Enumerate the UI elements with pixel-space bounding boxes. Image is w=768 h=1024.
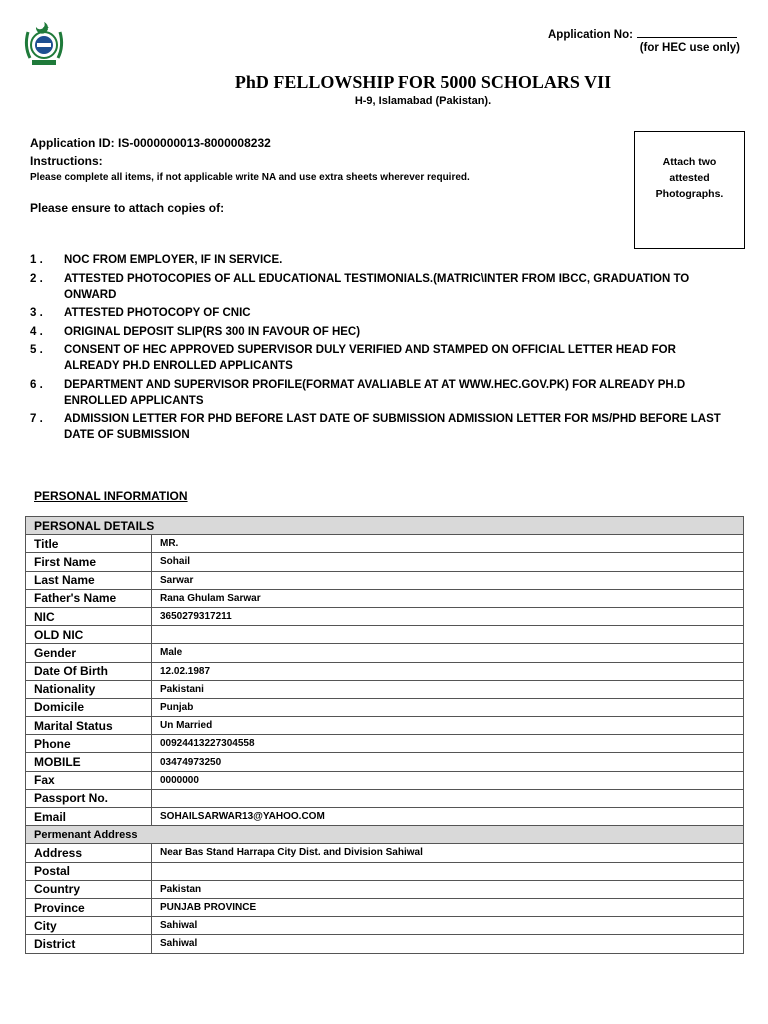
field-value [152, 626, 744, 644]
requirement-item [30, 377, 730, 409]
requirement-text: ATTESTED PHOTOCOPY OF CNIC [64, 307, 251, 319]
table-row [26, 717, 744, 735]
field-label: First Name [26, 553, 152, 571]
field-label: Email [26, 808, 152, 826]
requirement-number: 1 . [30, 254, 43, 266]
requirement-text: DEPARTMENT AND SUPERVISOR PROFILE(FORMAT AVALIABLE AT AT WWW.HEC.GOV.PK) FOR ALREADY PH.D ENROLLED APPLICANTS [64, 378, 686, 407]
application-no-blank [637, 27, 737, 38]
field-label: Address [26, 844, 152, 862]
application-no-label: Application No: [548, 29, 633, 41]
application-id: Application ID: IS-0000000013-8000008232 [30, 136, 271, 150]
requirement-number: 7 . [30, 413, 43, 425]
table-row [26, 662, 744, 680]
table-row [26, 880, 744, 898]
field-label: Gender [26, 644, 152, 662]
hec-logo [22, 18, 66, 68]
personal-information-heading: PERSONAL INFORMATION [34, 489, 188, 503]
requirement-number: 4 . [30, 325, 43, 338]
requirement-text: ATTESTED PHOTOCOPIES OF ALL EDUCATIONAL TESTIMONIALS.(MATRIC\INTER FROM IBCC, GRADUATION TO ONWARD [64, 272, 690, 301]
table-row [26, 789, 744, 807]
instructions-heading: Instructions: [30, 154, 103, 168]
table-row [26, 607, 744, 625]
field-value: 3650279317211 [152, 607, 744, 625]
field-value: Male [152, 644, 744, 662]
field-label: Country [26, 880, 152, 898]
field-label: OLD NIC [26, 626, 152, 644]
requirement-item [30, 271, 730, 303]
field-value: Sahiwal [152, 935, 744, 953]
requirements-list [30, 252, 730, 446]
photo-box-line: Attach two [662, 156, 717, 168]
field-value: Sahiwal [152, 917, 744, 935]
requirement-number: 2 . [30, 272, 43, 285]
requirement-item [30, 305, 730, 321]
table-row [26, 644, 744, 662]
table-row [26, 553, 744, 571]
table-row [26, 917, 744, 935]
requirement-text: CONSENT OF HEC APPROVED SUPERVISOR DULY VERIFIED AND STAMPED ON OFFICIAL LETTER HEAD FOR ALREADY PH.D ENROLLED APPLICANTS [64, 344, 676, 372]
table-row [26, 935, 744, 953]
requirement-item [30, 342, 730, 374]
section-title: Permenant Address [26, 826, 744, 844]
field-label: Postal [26, 862, 152, 880]
field-value: SOHAILSARWAR13@YAHOO.COM [152, 808, 744, 826]
requirement-text: NOC FROM EMPLOYER, IF IN SERVICE. [64, 254, 283, 266]
photo-box [634, 131, 745, 249]
table-row [26, 862, 744, 880]
field-value: Sarwar [152, 571, 744, 589]
field-value: 03474973250 [152, 753, 744, 771]
field-label: NIC [26, 607, 152, 625]
field-value: PUNJAB PROVINCE [152, 898, 744, 916]
table-row [26, 626, 744, 644]
table-row [26, 753, 744, 771]
requirement-number: 3 . [30, 307, 43, 319]
field-label: Last Name [26, 571, 152, 589]
table-row [26, 898, 744, 916]
table-row [26, 735, 744, 753]
requirement-number: 6 . [30, 378, 43, 391]
section-header-row [26, 826, 744, 844]
field-value: 0000000 [152, 771, 744, 789]
field-value: Near Bas Stand Harrapa City Dist. and Division Sahiwal [152, 844, 744, 862]
photo-box-line: attested [669, 172, 710, 184]
hec-use-only-note: (for HEC use only) [639, 42, 740, 54]
field-value: Pakistan [152, 880, 744, 898]
field-value [152, 862, 744, 880]
requirement-item [30, 411, 730, 443]
requirement-text: ORIGINAL DEPOSIT SLIP(RS 300 IN FAVOUR OF HEC) [64, 325, 361, 338]
table-row [26, 808, 744, 826]
field-value: 00924413227304558 [152, 735, 744, 753]
table-row [26, 844, 744, 862]
field-label: Phone [26, 735, 152, 753]
field-value: Rana Ghulam Sarwar [152, 589, 744, 607]
requirement-item [30, 324, 730, 340]
instructions-text: Please complete all items, if not applicable write NA and use extra sheets wherever required. [30, 172, 470, 183]
field-value: Un Married [152, 717, 744, 735]
field-label: Title [26, 535, 152, 553]
field-label: Date Of Birth [26, 662, 152, 680]
field-value: Pakistani [152, 680, 744, 698]
field-value: 12.02.1987 [152, 662, 744, 680]
field-label: Domicile [26, 698, 152, 716]
section-title: PERSONAL DETAILS [26, 517, 744, 535]
table-row [26, 589, 744, 607]
requirement-text: ADMISSION LETTER FOR PHD BEFORE LAST DATE OF SUBMISSION ADMISSION LETTER FOR MS/PHD BEFORE LAST DATE OF SUBMISSION [64, 413, 721, 441]
personal-details-table [25, 516, 744, 954]
table-row [26, 535, 744, 553]
requirement-number: 5 . [30, 344, 43, 356]
table-row [26, 571, 744, 589]
field-label: MOBILE [26, 753, 152, 771]
field-label: Province [26, 898, 152, 916]
field-label: Fax [26, 771, 152, 789]
field-label: Father's Name [26, 589, 152, 607]
section-header-row [26, 517, 744, 535]
table-row [26, 771, 744, 789]
field-value: MR. [152, 535, 744, 553]
photo-box-line: Photographs. [655, 188, 724, 200]
field-value: Punjab [152, 698, 744, 716]
field-label: City [26, 917, 152, 935]
page-subtitle: H-9, Islamabad (Pakistan). [354, 95, 492, 107]
field-label: Nationality [26, 680, 152, 698]
table-row [26, 698, 744, 716]
application-no-field [548, 27, 737, 41]
field-label: Marital Status [26, 717, 152, 735]
table-row [26, 680, 744, 698]
page-title: PhD FELLOWSHIP FOR 5000 SCHOLARS VII [234, 72, 612, 92]
requirement-item [30, 252, 730, 268]
field-label: District [26, 935, 152, 953]
field-value [152, 789, 744, 807]
field-label: Passport No. [26, 789, 152, 807]
attach-copies-note: Please ensure to attach copies of: [30, 201, 225, 215]
field-value: Sohail [152, 553, 744, 571]
